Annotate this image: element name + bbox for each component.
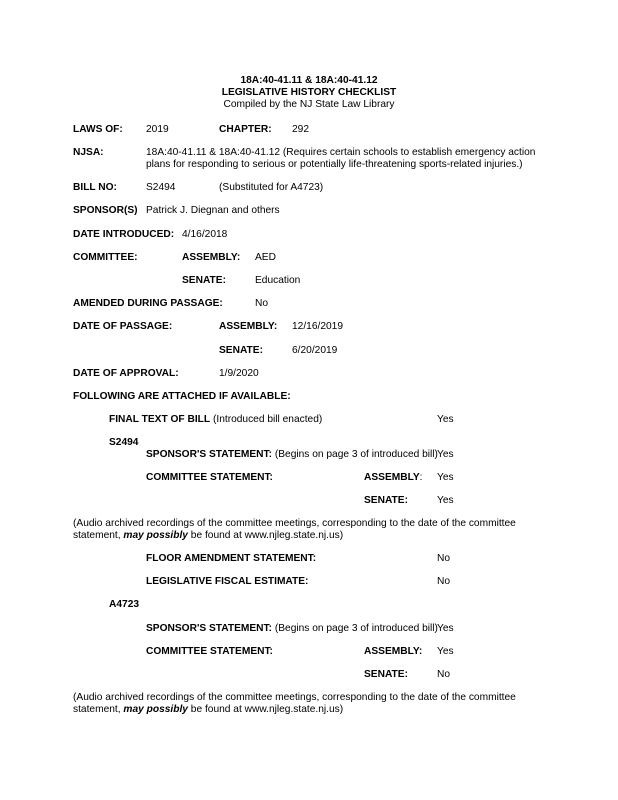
passage-senate-value: 6/20/2019 <box>292 345 338 356</box>
a4723-sponsor-statement-note: (Begins on page 3 of introduced bill) <box>274 623 438 634</box>
a4723-committee-statement-label: COMMITTEE STATEMENT: <box>146 646 273 657</box>
sponsor-label: SPONSOR(S) <box>73 205 138 216</box>
s2494-bill-label: S2494 <box>109 437 139 448</box>
compiled-by: Compiled by the NJ State Law Library <box>223 99 395 110</box>
amended-label: AMENDED DURING PASSAGE: <box>73 298 223 309</box>
final-text-row <box>109 414 322 426</box>
bill-substitution-note: (Substituted for A4723) <box>219 182 324 193</box>
floor-amendment-value: No <box>437 553 451 564</box>
audio-note-2-pre: statement, <box>73 704 124 715</box>
a4723-sponsor-statement-value: Yes <box>437 623 454 634</box>
laws-of-label: LAWS OF: <box>73 124 123 135</box>
laws-of-value: 2019 <box>146 124 169 135</box>
bill-no-label: BILL NO: <box>73 182 117 193</box>
date-of-passage-label: DATE OF PASSAGE: <box>73 321 173 332</box>
title-citation: 18A:40-41.11 & 18A:40-41.12 <box>240 75 378 86</box>
committee-assembly-label: ASSEMBLY: <box>182 252 241 263</box>
a4723-sponsor-statement-row <box>146 623 438 635</box>
s2494-assembly-value: Yes <box>437 472 454 483</box>
date-introduced-label: DATE INTRODUCED: <box>73 229 175 240</box>
audio-note-1-post: be found at www.njleg.state.nj.us) <box>187 530 344 541</box>
audio-note-2-line-2 <box>73 704 343 716</box>
passage-senate-label: SENATE: <box>219 345 263 356</box>
njsa-line-1: 18A:40-41.11 & 18A:40-41.12 (Requires certain schools to establish emergency action <box>146 147 536 158</box>
audio-note-1-line-1: (Audio archived recordings of the committee meetings, corresponding to the date of the committee <box>73 518 516 529</box>
amended-value: No <box>255 298 269 309</box>
a4723-senate-value: No <box>437 669 451 680</box>
fiscal-estimate-value: No <box>437 576 451 587</box>
final-text-value: Yes <box>437 414 454 425</box>
sponsor-value: Patrick J. Diegnan and others <box>146 205 280 216</box>
audio-note-2-post: be found at www.njleg.state.nj.us) <box>187 704 344 715</box>
njsa-line-2: plans for responding to serious or potentially life-threatening sports-related injuries.) <box>146 159 523 170</box>
s2494-senate-value: Yes <box>437 495 454 506</box>
passage-assembly-value: 12/16/2019 <box>292 321 343 332</box>
date-of-approval-value: 1/9/2020 <box>219 368 259 379</box>
committee-label: COMMITTEE: <box>73 252 138 263</box>
chapter-label: CHAPTER: <box>219 124 272 135</box>
chapter-value: 292 <box>292 124 309 135</box>
a4723-senate-label: SENATE: <box>364 669 408 680</box>
s2494-committee-statement-label: COMMITTEE STATEMENT: <box>146 472 273 483</box>
audio-note-1-emphasis: may possibly <box>123 530 188 541</box>
committee-senate-value: Education <box>255 275 301 286</box>
passage-assembly-label: ASSEMBLY: <box>219 321 278 332</box>
s2494-assembly-row: ASSEMBLY: <box>364 472 423 483</box>
s2494-sponsor-statement-row <box>146 449 438 461</box>
final-text-label: FINAL TEXT OF BILL <box>109 414 211 425</box>
a4723-assembly-value: Yes <box>437 646 454 657</box>
audio-note-1-line-2 <box>73 530 343 542</box>
audio-note-1-pre: statement, <box>73 530 124 541</box>
attached-heading: FOLLOWING ARE ATTACHED IF AVAILABLE: <box>73 391 291 402</box>
s2494-senate-label: SENATE: <box>364 495 408 506</box>
committee-assembly-value: AED <box>255 252 276 263</box>
audio-note-2-emphasis: may possibly <box>123 704 188 715</box>
s2494-sponsor-statement-label: SPONSOR'S STATEMENT: <box>146 449 272 460</box>
a4723-sponsor-statement-label: SPONSOR'S STATEMENT: <box>146 623 272 634</box>
title-checklist: LEGISLATIVE HISTORY CHECKLIST <box>221 87 397 98</box>
date-introduced-value: 4/16/2018 <box>182 229 228 240</box>
a4723-assembly-label: ASSEMBLY: <box>364 646 423 657</box>
date-of-approval-label: DATE OF APPROVAL: <box>73 368 179 379</box>
njsa-label: NJSA: <box>73 147 104 158</box>
bill-no-value: S2494 <box>146 182 176 193</box>
a4723-bill-label: A4723 <box>109 599 140 610</box>
floor-amendment-label: FLOOR AMENDMENT STATEMENT: <box>146 553 317 564</box>
audio-note-2-line-1: (Audio archived recordings of the committee meetings, corresponding to the date of the committee <box>73 692 516 703</box>
s2494-sponsor-statement-note: (Begins on page 3 of introduced bill) <box>274 449 438 460</box>
s2494-assembly-label: ASSEMBLY <box>364 472 420 483</box>
fiscal-estimate-label: LEGISLATIVE FISCAL ESTIMATE: <box>146 576 309 587</box>
s2494-sponsor-statement-value: Yes <box>437 449 454 460</box>
final-text-note: (Introduced bill enacted) <box>212 414 323 425</box>
committee-senate-label: SENATE: <box>182 275 226 286</box>
